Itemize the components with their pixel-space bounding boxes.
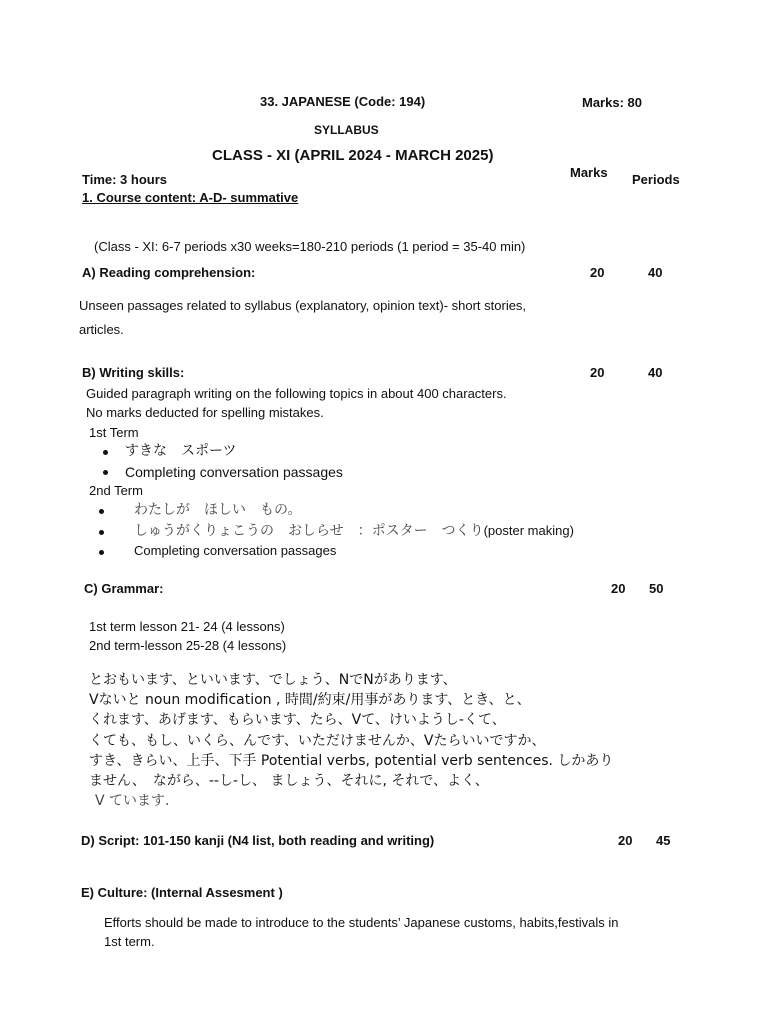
subject-title: 33. JAPANESE (Code: 194) — [260, 94, 426, 109]
grammar-line-4: くても、もし、いくら、んです、いただけませんか、Vたらいいですか、 — [89, 733, 546, 749]
grammar-line-2: Vないと noun modification , 時間/約束/用事があります、とき、と、 — [89, 692, 531, 708]
section-d-title: D) Script: 101-150 kanji (N4 list, both reading and writing) — [81, 833, 435, 848]
term2-topic-2: しゅうがくりょこうの おしらせ ：ポスター つくり — [134, 523, 484, 539]
time-allowed: Time: 3 hours — [82, 172, 168, 187]
grammar-line-6: ません、 ながら、--し-し、 ましょう、それに, それで、よく、 — [89, 773, 489, 789]
marks-column-header: Marks — [570, 165, 608, 180]
section-c-title: C) Grammar: — [84, 581, 164, 596]
section-a-periods: 40 — [648, 265, 663, 280]
term1-topic-1: すきな スポーツ — [125, 443, 237, 459]
section-d-marks: 20 — [618, 833, 633, 848]
section-e-description-line1: Efforts should be made to introduce to the students’ Japanese customs, habits,festivals in — [104, 915, 619, 930]
periods-column-header: Periods — [632, 172, 680, 187]
grammar-line-5: すき、きらい、上手、下手 Potential verbs, potential verb sentences. しかあり — [89, 753, 614, 769]
section-b-description-line1: Guided paragraph writing on the following topics in about 400 characters. — [86, 386, 507, 401]
section-a-description-line1: Unseen passages related to syllabus (explanatory, opinion text)- short stories, — [79, 298, 527, 313]
term2-topic-3: Completing conversation passages — [134, 543, 337, 558]
section-b-title: B) Writing skills: — [82, 365, 185, 380]
bullet-icon — [103, 470, 108, 475]
grammar-line-7: V ています. — [95, 793, 170, 809]
lesson-range-term1: 1st term lesson 21- 24 (4 lessons) — [89, 619, 285, 634]
periods-note: (Class - XI: 6-7 periods x30 weeks=180-210 periods (1 period = 35-40 min) — [94, 239, 526, 254]
bullet-icon — [99, 530, 104, 535]
poster-making-note: (poster making) — [483, 523, 574, 538]
term1-topic-2: Completing conversation passages — [125, 464, 343, 480]
section-a-title: A) Reading comprehension: — [82, 265, 256, 280]
class-title: CLASS - XI (APRIL 2024 - MARCH 2025) — [212, 147, 494, 164]
section-a-description-line2: articles. — [79, 322, 124, 337]
term2-topic-2-line — [134, 523, 574, 539]
section-b-periods: 40 — [648, 365, 663, 380]
term2-topic-1: わたしが ほしい もの。 — [134, 502, 302, 518]
course-content-heading: 1. Course content: A-D- summative — [82, 190, 299, 205]
bullet-icon — [103, 450, 108, 455]
grammar-line-1: とおもいます、といいます、でしょう、NでNがあります、 — [89, 672, 457, 688]
section-e-description-line2: 1st term. — [104, 934, 155, 949]
section-c-marks: 20 — [611, 581, 626, 596]
section-b-description-line2: No marks deducted for spelling mistakes. — [86, 405, 324, 420]
lesson-range-term2: 2nd term-lesson 25-28 (4 lessons) — [89, 638, 287, 653]
bullet-icon — [99, 509, 104, 514]
section-c-periods: 50 — [649, 581, 664, 596]
section-e-title: E) Culture: (Internal Assesment ) — [81, 885, 283, 900]
term1-heading: 1st Term — [89, 425, 139, 440]
section-b-marks: 20 — [590, 365, 605, 380]
total-marks: Marks: 80 — [582, 95, 642, 110]
section-d-periods: 45 — [656, 833, 671, 848]
grammar-line-3: くれます、あげます、もらいます、たら、Vて、けいようし-くて、 — [89, 712, 506, 728]
syllabus-heading: SYLLABUS — [314, 123, 379, 137]
section-a-marks: 20 — [590, 265, 605, 280]
bullet-icon — [99, 550, 104, 555]
term2-heading: 2nd Term — [89, 483, 143, 498]
